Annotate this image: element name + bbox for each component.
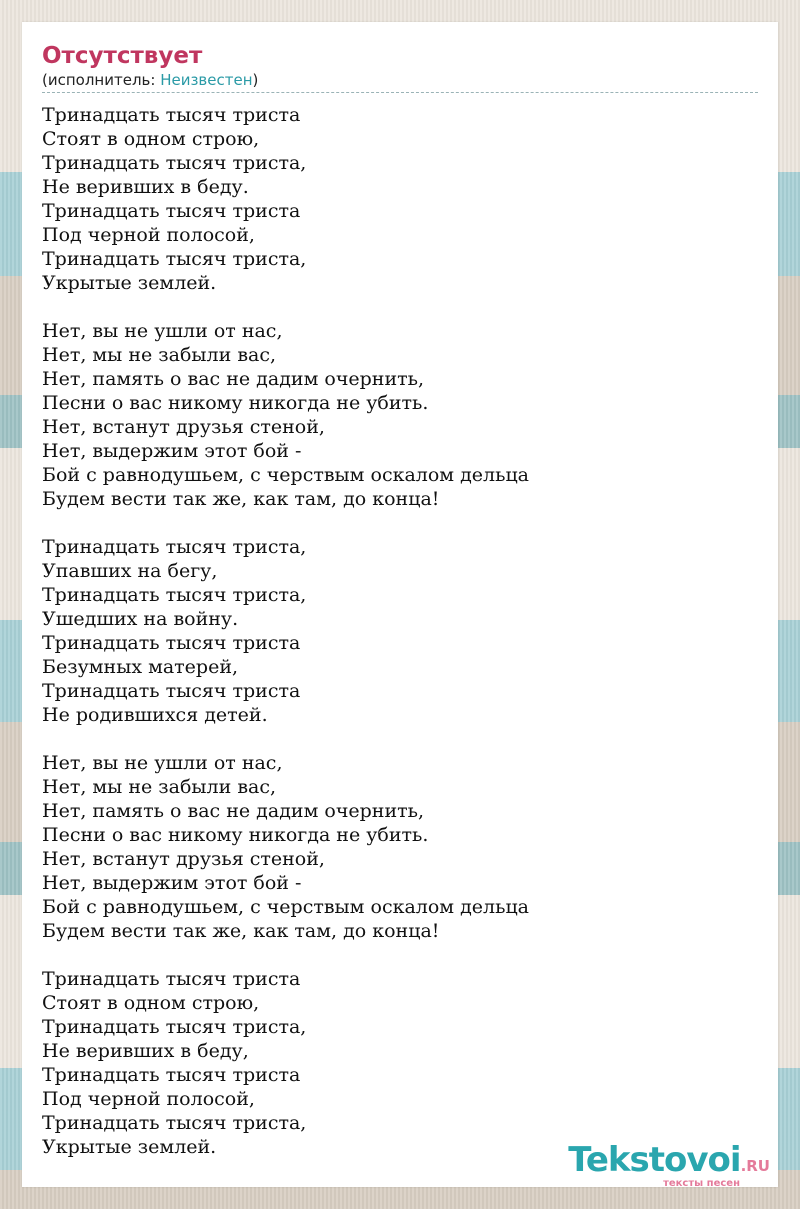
lyric-line: Нет, выдержим этот бой - — [42, 872, 302, 894]
stanza — [42, 967, 758, 1159]
lyric-line: Нет, вы не ушли от нас, — [42, 752, 283, 774]
lyric-line: Ушедших на войну. — [42, 608, 239, 630]
lyric-line: Под черной полосой, — [42, 1088, 255, 1110]
lyric-line: Бой с равнодушьем, с черствым оскалом дельца — [42, 464, 530, 486]
lyric-line: Тринадцать тысяч триста, — [42, 584, 307, 606]
lyric-line: Нет, память о вас не дадим очернить, — [42, 368, 425, 390]
stanza — [42, 751, 758, 943]
artist-prefix: (исполнитель: — [42, 71, 161, 89]
lyric-line: Укрытые землей. — [42, 1136, 217, 1158]
lyric-line: Тринадцать тысяч триста, — [42, 152, 307, 174]
lyric-line: Бой с равнодушьем, с черствым оскалом дельца — [42, 896, 530, 918]
lyric-line: Не веривших в беду. — [42, 176, 249, 198]
logo-brand-name: Tekstovoi — [568, 1140, 741, 1180]
artist-link[interactable]: Неизвестен — [160, 71, 253, 89]
lyric-line: Тринадцать тысяч триста — [42, 104, 301, 126]
logo-tagline: тексты песен — [663, 1178, 740, 1189]
song-title: Отсутствует — [42, 43, 203, 69]
lyric-line: Стоят в одном строю, — [42, 992, 260, 1014]
logo-tld: .RU — [740, 1157, 770, 1175]
lyric-line: Не родившихся детей. — [42, 704, 268, 726]
lyric-line: Не веривших в беду, — [42, 1040, 249, 1062]
lyric-line: Тринадцать тысяч триста — [42, 680, 301, 702]
artist-line — [42, 70, 758, 93]
lyric-line: Будем вести так же, как там, до конца! — [42, 488, 440, 510]
lyric-line: Тринадцать тысяч триста, — [42, 1016, 307, 1038]
lyric-line: Тринадцать тысяч триста, — [42, 1112, 307, 1134]
lyric-line: Нет, память о вас не дадим очернить, — [42, 800, 425, 822]
lyric-line: Тринадцать тысяч триста, — [42, 248, 307, 270]
artist-suffix: ) — [252, 71, 259, 89]
lyric-line: Нет, встанут друзья стеной, — [42, 848, 325, 870]
lyric-line: Нет, встанут друзья стеной, — [42, 416, 325, 438]
lyric-line: Укрытые землей. — [42, 272, 217, 294]
stanza — [42, 103, 758, 295]
lyric-line: Безумных матерей, — [42, 656, 239, 678]
lyric-line: Тринадцать тысяч триста — [42, 632, 301, 654]
site-logo[interactable] — [568, 1142, 770, 1189]
lyric-line: Песни о вас никому никогда не убить. — [42, 392, 429, 414]
lyrics-text — [42, 103, 758, 1159]
stanza — [42, 535, 758, 727]
lyric-line: Тринадцать тысяч триста — [42, 1064, 301, 1086]
stanza — [42, 319, 758, 511]
lyric-line: Упавших на бегу, — [42, 560, 218, 582]
lyric-line: Тринадцать тысяч триста — [42, 200, 301, 222]
lyric-line: Нет, мы не забыли вас, — [42, 776, 277, 798]
lyric-line: Нет, выдержим этот бой - — [42, 440, 302, 462]
lyric-line: Будем вести так же, как там, до конца! — [42, 920, 440, 942]
lyric-line: Нет, вы не ушли от нас, — [42, 320, 283, 342]
lyric-line: Под черной полосой, — [42, 224, 255, 246]
lyric-line: Стоят в одном строю, — [42, 128, 260, 150]
lyric-line: Тринадцать тысяч триста, — [42, 536, 307, 558]
lyric-line: Песни о вас никому никогда не убить. — [42, 824, 429, 846]
lyrics-card — [22, 22, 778, 1187]
lyric-line: Нет, мы не забыли вас, — [42, 344, 277, 366]
lyric-line: Тринадцать тысяч триста — [42, 968, 301, 990]
